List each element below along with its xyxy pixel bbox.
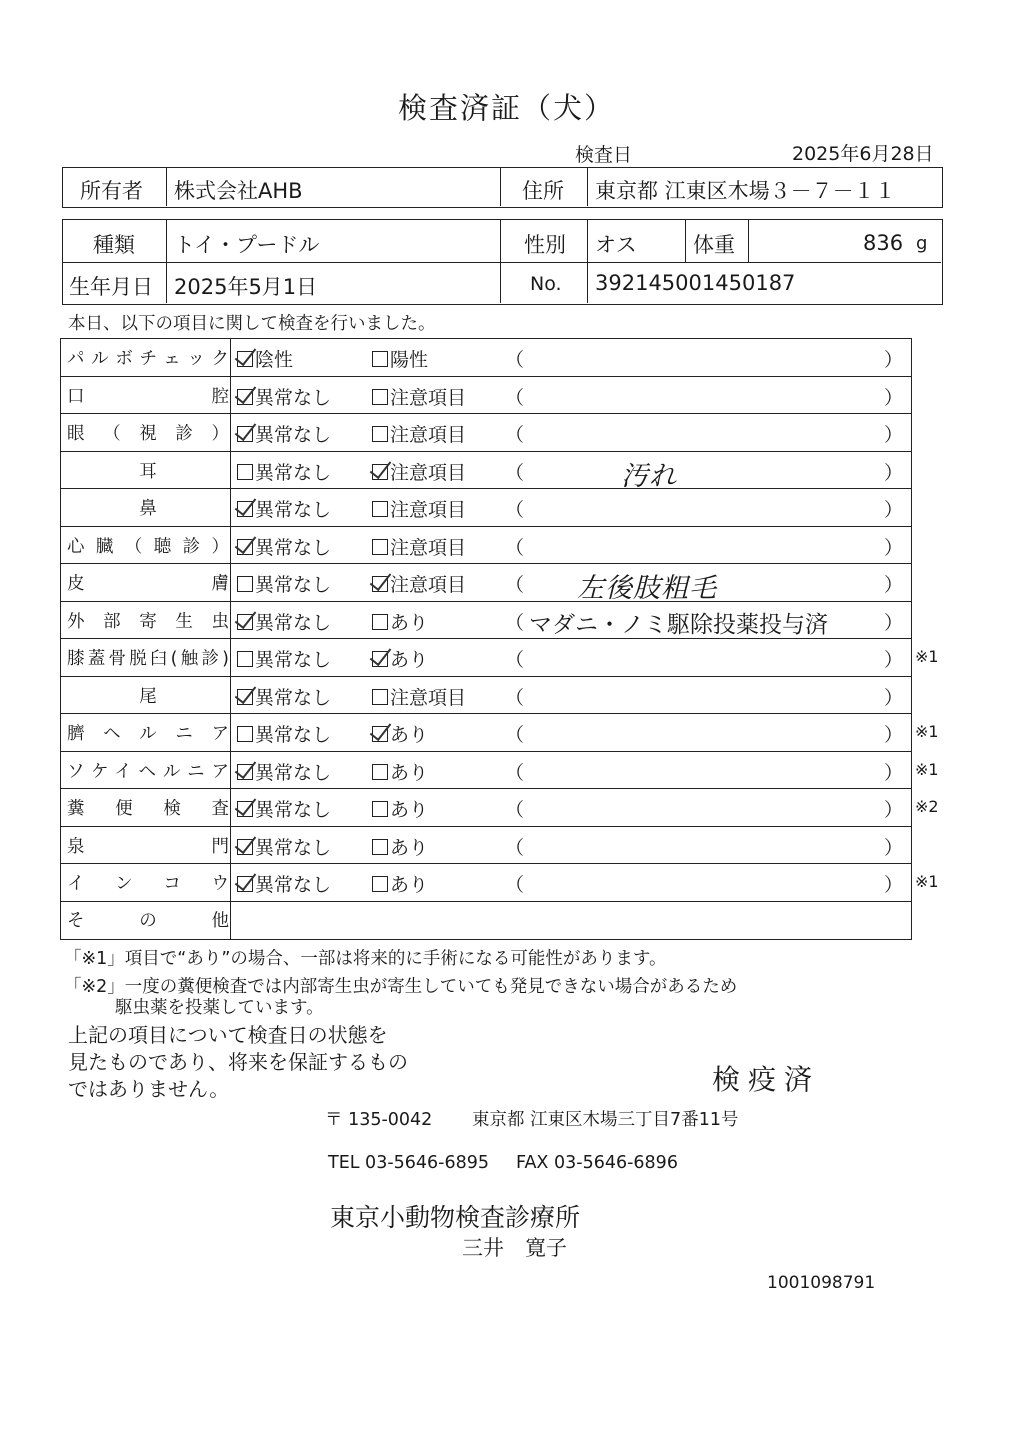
checkbox-icon[interactable] <box>372 464 388 480</box>
owner-box <box>62 167 943 208</box>
breed-label: 種類 <box>93 233 135 257</box>
paren-close: ） <box>883 874 903 896</box>
option-1[interactable] <box>237 570 331 597</box>
item-label: 眼（視診） <box>67 424 229 444</box>
option-2[interactable] <box>372 870 428 897</box>
clinic-tel: TEL 03-5646-6895 <box>328 1153 490 1173</box>
paren-open: （ <box>505 649 525 671</box>
option-2-label: 注意項目 <box>390 386 467 409</box>
option-1-label: 異常なし <box>255 799 332 821</box>
option-2[interactable] <box>372 383 466 410</box>
item-label: 皮膚 <box>67 574 229 594</box>
checkbox-icon[interactable] <box>237 651 253 667</box>
clinic-name: 東京小動物検査診療所 <box>330 1203 581 1232</box>
paren-close: ） <box>883 424 903 446</box>
checkbox-icon[interactable] <box>372 539 388 555</box>
option-2[interactable] <box>372 570 466 597</box>
paren-open: （ <box>505 836 525 859</box>
footnote-mark: ※1 <box>915 872 939 891</box>
disclaimer-line: 上記の項目について検査日の状態を <box>68 1023 388 1047</box>
checkbox-icon[interactable] <box>237 726 253 742</box>
checkbox-icon[interactable] <box>372 876 388 892</box>
item-label: 膝蓋骨脱臼(触診) <box>67 649 229 669</box>
checkbox-icon[interactable] <box>237 426 253 442</box>
option-1-label: 異常なし <box>255 424 332 446</box>
inspection-row <box>61 639 911 677</box>
option-1-label: 異常なし <box>255 686 332 709</box>
paren-close: ） <box>883 649 903 671</box>
item-note: 汚れ <box>621 460 677 492</box>
paren-close: ） <box>883 499 903 521</box>
paren-open: （ <box>505 799 525 821</box>
item-label: 臍ヘルニア <box>67 724 229 744</box>
quarantine-stamp: 検疫済 <box>712 1063 821 1096</box>
paren-open: （ <box>505 536 525 559</box>
paren-close: ） <box>883 386 903 409</box>
option-1-label: 異常なし <box>255 499 332 521</box>
checkbox-icon[interactable] <box>237 464 253 480</box>
footnote-1: 「※1」項目で“あり”の場合、一部は将来的に手術になる可能性があります。 <box>64 949 667 969</box>
paren-open: （ <box>505 761 525 784</box>
checkbox-icon[interactable] <box>237 764 253 780</box>
paren-open: （ <box>505 611 525 634</box>
paren-open: （ <box>505 386 525 409</box>
address-label: 住所 <box>522 179 564 203</box>
inspection-row <box>61 714 911 752</box>
checkbox-icon[interactable] <box>372 501 388 517</box>
inspection-row <box>61 527 911 565</box>
option-1[interactable] <box>237 345 293 372</box>
option-1-label: 異常なし <box>255 461 332 484</box>
paren-close: ） <box>883 799 903 821</box>
option-1-label: 異常なし <box>255 611 332 634</box>
option-2[interactable] <box>372 608 428 635</box>
footnote-mark: ※1 <box>915 647 939 666</box>
option-1[interactable] <box>237 720 331 747</box>
footnote-mark: ※2 <box>915 797 939 816</box>
pet-box <box>62 219 943 305</box>
option-1-label: 異常なし <box>255 649 332 671</box>
option-1-label: 異常なし <box>255 574 332 596</box>
inspection-row <box>61 602 911 640</box>
address-value: 東京都 江東区木場３－７－１１ <box>595 179 896 203</box>
item-label: 心臓（聴診） <box>67 536 229 557</box>
footnote-mark: ※1 <box>915 759 939 779</box>
paren-close: ） <box>883 536 903 559</box>
option-2-label: あり <box>390 761 429 784</box>
inspection-row <box>61 377 911 415</box>
option-2-label: あり <box>390 874 429 896</box>
serial-number: 1001098791 <box>767 1273 876 1293</box>
option-1-label: 異常なし <box>255 536 332 559</box>
option-2[interactable] <box>372 758 428 785</box>
footnote-2-line-2: 駆虫薬を投薬しています。 <box>115 998 324 1018</box>
option-1[interactable] <box>237 833 331 860</box>
option-2[interactable] <box>372 833 428 860</box>
item-label: 鼻 <box>139 499 157 519</box>
disclaimer-line: ではありません。 <box>68 1077 230 1101</box>
owner-value: 株式会社AHB <box>174 179 303 203</box>
checkbox-icon[interactable] <box>372 389 388 405</box>
inspection-row <box>61 339 911 377</box>
option-2[interactable] <box>372 645 428 672</box>
breed-value: トイ・プードル <box>174 233 320 257</box>
exam-date-label: 検査日 <box>575 144 633 166</box>
inspection-row <box>61 752 911 790</box>
option-2-label: あり <box>390 799 429 821</box>
paren-open: （ <box>505 874 525 896</box>
checkbox-icon[interactable] <box>372 689 388 705</box>
option-2-label: あり <box>390 724 429 746</box>
option-1[interactable] <box>237 458 331 485</box>
weight-unit: g <box>916 233 928 254</box>
checkbox-icon[interactable] <box>372 426 388 442</box>
number-label: No. <box>530 273 562 295</box>
owner-label: 所有者 <box>80 179 143 203</box>
checkbox-icon[interactable] <box>237 539 253 555</box>
option-1[interactable] <box>237 645 331 672</box>
option-1[interactable] <box>237 533 331 560</box>
item-note: 左後肢粗毛 <box>577 573 717 604</box>
paren-close: ） <box>883 686 903 709</box>
inspection-table <box>60 338 912 940</box>
option-2[interactable] <box>372 345 428 372</box>
checkbox-icon[interactable] <box>372 351 388 367</box>
paren-open: （ <box>505 724 525 746</box>
option-2-label: 注意項目 <box>390 461 467 484</box>
item-label: パルボチェック <box>67 349 229 369</box>
option-1[interactable] <box>237 870 331 897</box>
paren-close: ） <box>883 574 903 596</box>
option-2-label: 注意項目 <box>390 574 467 596</box>
sex-value: オス <box>595 233 637 257</box>
footnote-2-line-1: 「※2」一度の糞便検査では内部寄生虫が寄生していても発見できない場合があるため <box>64 977 738 997</box>
paren-open: （ <box>505 499 525 521</box>
checkbox-icon[interactable] <box>372 801 388 817</box>
document-title: 検査済証（犬） <box>397 91 615 125</box>
checkbox-icon[interactable] <box>237 801 253 817</box>
inspection-row <box>61 677 911 715</box>
option-2[interactable] <box>372 495 466 522</box>
footnote-mark: ※1 <box>915 722 939 741</box>
other-label: その他 <box>67 911 229 931</box>
inspection-row <box>61 789 911 827</box>
clinic-fax: FAX 03-5646-6896 <box>516 1153 678 1173</box>
paren-open: （ <box>505 574 525 596</box>
item-label: インコウ <box>67 874 229 894</box>
option-2[interactable] <box>372 533 466 560</box>
option-1[interactable] <box>237 420 331 447</box>
paren-close: ） <box>883 611 903 634</box>
paren-close: ） <box>883 836 903 859</box>
checkbox-icon[interactable] <box>237 576 253 592</box>
checkbox-icon[interactable] <box>237 689 253 705</box>
number-value: 392145001450187 <box>595 271 796 295</box>
checkbox-icon[interactable] <box>372 764 388 780</box>
option-2-label: 注意項目 <box>390 424 467 446</box>
option-2[interactable] <box>372 795 428 822</box>
option-2[interactable] <box>372 420 466 447</box>
weight-label: 体重 <box>693 233 735 257</box>
item-note: マダニ・ノミ駆除投薬投与済 <box>529 611 828 638</box>
inspection-row <box>61 827 911 865</box>
option-1[interactable] <box>237 608 331 635</box>
paren-close: ） <box>883 461 903 484</box>
option-2[interactable] <box>372 458 466 485</box>
option-1-label: 異常なし <box>255 761 332 784</box>
option-1-label: 異常なし <box>255 874 332 896</box>
option-1-label: 異常なし <box>255 724 332 746</box>
paren-open: （ <box>505 686 525 709</box>
inspection-row <box>61 864 911 902</box>
clinic-address: 東京都 江東区木場三丁目7番11号 <box>472 1110 739 1130</box>
checkbox-icon[interactable] <box>372 651 388 667</box>
exam-date: 2025年6月28日 <box>792 143 934 165</box>
option-2[interactable] <box>372 720 428 747</box>
item-label: 耳 <box>139 461 157 482</box>
option-2-label: 注意項目 <box>390 686 467 709</box>
option-1-label: 陰性 <box>255 349 294 371</box>
inspection-row <box>61 452 911 490</box>
option-2-label: あり <box>390 836 429 859</box>
option-2-label: 陽性 <box>390 349 429 371</box>
weight-value: 836 <box>863 231 904 255</box>
inspection-row <box>61 414 911 452</box>
dob-value: 2025年5月1日 <box>174 275 318 299</box>
intro-text: 本日、以下の項目に関して検査を行いました。 <box>68 314 436 334</box>
other-row <box>61 901 911 939</box>
option-1[interactable] <box>237 495 331 522</box>
option-2-label: あり <box>390 649 429 671</box>
disclaimer-line: 見たものであり、将来を保証するもの <box>68 1050 408 1074</box>
option-2-label: 注意項目 <box>390 499 467 521</box>
option-1-label: 異常なし <box>255 386 332 409</box>
item-label: 外部寄生虫 <box>67 611 229 632</box>
checkbox-icon[interactable] <box>372 576 388 592</box>
checkbox-icon[interactable] <box>237 876 253 892</box>
checkbox-icon[interactable] <box>237 614 253 630</box>
item-label: 糞便検査 <box>67 799 229 819</box>
paren-open: （ <box>505 461 525 484</box>
item-label: 口腔 <box>67 386 229 407</box>
paren-close: ） <box>883 724 903 746</box>
paren-open: （ <box>505 349 525 371</box>
veterinarian-name: 三井 寛子 <box>462 1236 567 1260</box>
option-2-label: 注意項目 <box>390 536 467 559</box>
paren-open: （ <box>505 424 525 446</box>
option-2[interactable] <box>372 683 466 710</box>
option-1[interactable] <box>237 683 331 710</box>
checkbox-icon[interactable] <box>372 839 388 855</box>
checkbox-icon[interactable] <box>237 501 253 517</box>
option-2-label: あり <box>390 611 429 634</box>
checkbox-icon[interactable] <box>237 351 253 367</box>
sex-label: 性別 <box>524 233 566 257</box>
item-label: 尾 <box>139 686 157 707</box>
checkbox-icon[interactable] <box>237 839 253 855</box>
option-1[interactable] <box>237 795 331 822</box>
inspection-row <box>61 489 911 527</box>
item-label: 泉門 <box>67 836 229 857</box>
postal-code: 〒 135-0042 <box>325 1110 433 1130</box>
checkbox-icon[interactable] <box>372 726 388 742</box>
disclaimer <box>68 1022 408 1103</box>
option-1[interactable] <box>237 383 331 410</box>
item-label: ソケイヘルニア <box>67 761 229 782</box>
option-1-label: 異常なし <box>255 836 332 859</box>
paren-close: ） <box>883 761 903 784</box>
dob-label: 生年月日 <box>69 275 153 299</box>
option-1[interactable] <box>237 758 331 785</box>
paren-close: ） <box>883 349 903 371</box>
inspection-row <box>61 564 911 602</box>
checkbox-icon[interactable] <box>372 614 388 630</box>
checkbox-icon[interactable] <box>237 389 253 405</box>
